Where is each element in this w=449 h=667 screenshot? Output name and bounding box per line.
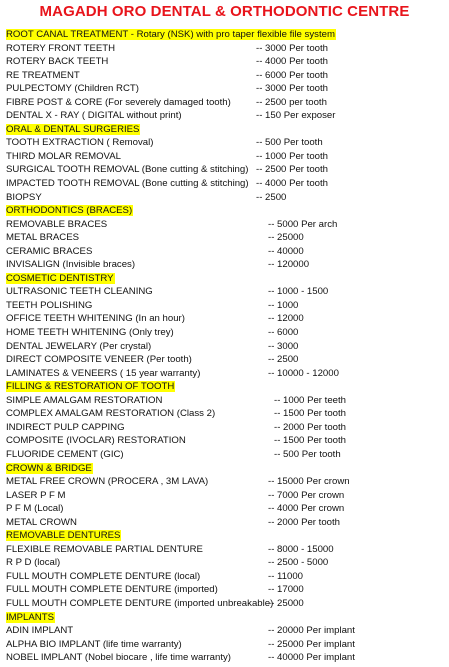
section-heading: [6, 611, 446, 625]
treatment-name: FIBRE POST & CORE (For severely damaged tooth): [6, 96, 231, 108]
price-row: [6, 55, 446, 69]
price-row: [6, 448, 446, 462]
treatment-name: METAL BRACES: [6, 232, 80, 244]
section-heading-text: ORTHODONTICS (BRACES): [6, 205, 133, 217]
treatment-price: -- 7000 Per crown: [268, 489, 345, 501]
treatment-name: COMPOSITE (IVOCLAR) RESTORATION: [6, 435, 186, 447]
section-heading-text: CROWN & BRIDGE: [6, 462, 92, 474]
treatment-price: -- 3000: [268, 340, 299, 352]
price-row: [6, 150, 446, 164]
treatment-name: P F M (Local): [6, 503, 64, 515]
price-row: [6, 638, 446, 652]
treatment-price: -- 12000: [268, 313, 304, 325]
treatment-price: -- 25000: [268, 232, 304, 244]
treatment-price: -- 1500 Per tooth: [274, 408, 346, 420]
price-row: [6, 407, 446, 421]
treatment-price: -- 20000 Per implant: [268, 625, 355, 637]
treatment-price: -- 8000 - 15000: [268, 543, 334, 555]
treatment-name: COMPLEX AMALGAM RESTORATION (Class 2): [6, 408, 216, 420]
treatment-price: -- 4000 Per tooth: [256, 56, 328, 68]
price-row: [6, 177, 446, 191]
price-row: [6, 312, 446, 326]
treatment-name: ADIN IMPLANT: [6, 625, 74, 637]
treatment-price: -- 25000 Per implant: [268, 638, 355, 650]
treatment-price: -- 15000 Per crown: [268, 476, 350, 488]
treatment-name: NOBEL IMPLANT (Nobel biocare , life time warranty): [6, 652, 231, 664]
price-row: [6, 231, 446, 245]
treatment-name: ALPHA BIO IMPLANT (life time warranty): [6, 638, 182, 650]
section-heading: [6, 272, 446, 286]
section-heading: [6, 123, 446, 137]
price-row: [6, 136, 446, 150]
treatment-price: -- 4000 Per crown: [268, 503, 345, 515]
treatment-name: R P D (local): [6, 557, 61, 569]
price-row: [6, 624, 446, 638]
treatment-name: FULL MOUTH COMPLETE DENTURE (local): [6, 570, 201, 582]
treatment-name: OFFICE TEETH WHITENING (In an hour): [6, 313, 185, 325]
treatment-price: -- 2500 - 5000: [268, 557, 329, 569]
section-heading-text: REMOVABLE DENTURES: [6, 530, 121, 542]
price-row: [6, 42, 446, 56]
treatment-price: -- 6000 Per tooth: [256, 69, 328, 81]
treatment-price: -- 2000 Per tooth: [268, 516, 340, 528]
section-heading: [6, 380, 446, 394]
price-row: [6, 502, 446, 516]
treatment-price: -- 40000 Per implant: [268, 652, 355, 664]
treatment-name: LAMINATES & VENEERS ( 15 year warranty): [6, 367, 201, 379]
price-row: [6, 218, 446, 232]
price-row: [6, 597, 446, 611]
treatment-price: -- 1000 - 1500: [268, 286, 329, 298]
treatment-price: -- 150 Per exposer: [256, 110, 336, 122]
page-title: MAGADH ORO DENTAL & ORTHODONTIC CENTRE: [39, 3, 410, 20]
price-row: [6, 475, 446, 489]
treatment-name: FLEXIBLE REMOVABLE PARTIAL DENTURE: [6, 543, 203, 555]
price-row: [6, 245, 446, 259]
price-row: [6, 367, 446, 381]
treatment-price: -- 120000: [268, 259, 310, 271]
price-row: [6, 96, 446, 110]
price-row: [6, 583, 446, 597]
price-row: [6, 543, 446, 557]
treatment-price: -- 3000 Per tooth: [256, 42, 328, 54]
price-row: [6, 516, 446, 530]
price-row: [6, 163, 446, 177]
treatment-name: RE TREATMENT: [6, 69, 80, 81]
treatment-price: -- 2500: [268, 354, 299, 366]
price-list: [6, 28, 446, 665]
treatment-name: HOME TEETH WHITENING (Only trey): [6, 327, 174, 339]
price-row: [6, 651, 446, 665]
section-heading-text: COSMETIC DENTISTRY: [6, 272, 114, 284]
treatment-name: ROTERY BACK TEETH: [6, 56, 109, 68]
treatment-name: FULL MOUTH COMPLETE DENTURE (imported): [6, 584, 218, 596]
treatment-name: ULTRASONIC TEETH CLEANING: [6, 286, 153, 298]
treatment-name: TEETH POLISHING: [6, 299, 93, 311]
treatment-price: -- 17000: [268, 584, 304, 596]
treatment-name: DENTAL X - RAY ( DIGITAL without print): [6, 110, 182, 122]
section-heading: [6, 529, 446, 543]
treatment-name: THIRD MOLAR REMOVAL: [6, 150, 121, 162]
price-row: [6, 394, 446, 408]
treatment-name: IMPACTED TOOTH REMOVAL (Bone cutting & stitching): [6, 178, 249, 190]
price-row: [6, 326, 446, 340]
treatment-price: -- 500 Per tooth: [256, 137, 323, 149]
treatment-name: DENTAL JEWELARY (Per crystal): [6, 340, 152, 352]
section-heading: [6, 204, 446, 218]
treatment-name: CERAMIC BRACES: [6, 245, 93, 257]
treatment-price: -- 3000 Per tooth: [256, 83, 328, 95]
treatment-name: LASER P F M: [6, 489, 66, 501]
price-row: [6, 285, 446, 299]
price-row: [6, 69, 446, 83]
price-row: [6, 258, 446, 272]
section-heading-text: ROOT CANAL TREATMENT - Rotary (NSK) with pro taper flexible file system: [6, 29, 335, 40]
treatment-name: SURGICAL TOOTH REMOVAL (Bone cutting & stitching): [6, 164, 249, 176]
section-heading-text: FILLING & RESTORATION OF TOOTH: [6, 381, 175, 393]
treatment-name: DIRECT COMPOSITE VENEER (Per tooth): [6, 354, 192, 366]
price-row: [6, 191, 446, 205]
treatment-price: -- 2500 Per tooth: [256, 164, 328, 176]
treatment-name: TOOTH EXTRACTION ( Removal): [6, 137, 154, 149]
treatment-price: -- 2000 Per tooth: [274, 421, 346, 433]
treatment-price: -- 6000: [268, 327, 299, 339]
treatment-name: FULL MOUTH COMPLETE DENTURE (imported unbreakable): [6, 597, 274, 609]
price-row: [6, 299, 446, 313]
treatment-name: METAL FREE CROWN (PROCERA , 3M LAVA): [6, 476, 209, 488]
price-row: [6, 340, 446, 354]
treatment-price: -- 1000 Per teeth: [274, 394, 346, 406]
price-row: [6, 489, 446, 503]
treatment-price: -- 1500 Per tooth: [274, 435, 346, 447]
treatment-price: -- 5000 Per arch: [268, 218, 338, 230]
price-row: [6, 82, 446, 96]
price-row: [6, 109, 446, 123]
section-heading-text: IMPLANTS: [6, 611, 54, 623]
treatment-price: -- 25000: [268, 597, 304, 609]
treatment-price: -- 40000: [268, 245, 304, 257]
treatment-name: REMOVABLE BRACES: [6, 218, 108, 230]
treatment-name: METAL CROWN: [6, 516, 77, 528]
treatment-price: -- 2500 per tooth: [256, 96, 327, 108]
treatment-name: INVISALIGN (Invisible braces): [6, 259, 136, 271]
treatment-price: -- 1000: [268, 299, 299, 311]
treatment-price: -- 2500: [256, 191, 287, 203]
section-heading: [6, 28, 446, 42]
price-row: [6, 421, 446, 435]
price-row: [6, 434, 446, 448]
treatment-price: -- 11000: [268, 570, 304, 582]
treatment-price: -- 1000 Per tooth: [256, 150, 328, 162]
treatment-name: INDIRECT PULP CAPPING: [6, 421, 125, 433]
price-row: [6, 556, 446, 570]
treatment-price: -- 500 Per tooth: [274, 448, 341, 460]
treatment-name: BIOPSY: [6, 191, 42, 203]
treatment-name: FLUORIDE CEMENT (GIC): [6, 448, 124, 460]
price-row: [6, 353, 446, 367]
treatment-name: PULPECTOMY (Children RCT): [6, 83, 139, 95]
treatment-name: SIMPLE AMALGAM RESTORATION: [6, 394, 163, 406]
treatment-price: -- 4000 Per tooth: [256, 178, 328, 190]
treatment-name: ROTERY FRONT TEETH: [6, 42, 116, 54]
treatment-price: -- 10000 - 12000: [268, 367, 339, 379]
section-heading: [6, 462, 446, 476]
price-row: [6, 570, 446, 584]
section-heading-text: ORAL & DENTAL SURGERIES: [6, 123, 140, 135]
